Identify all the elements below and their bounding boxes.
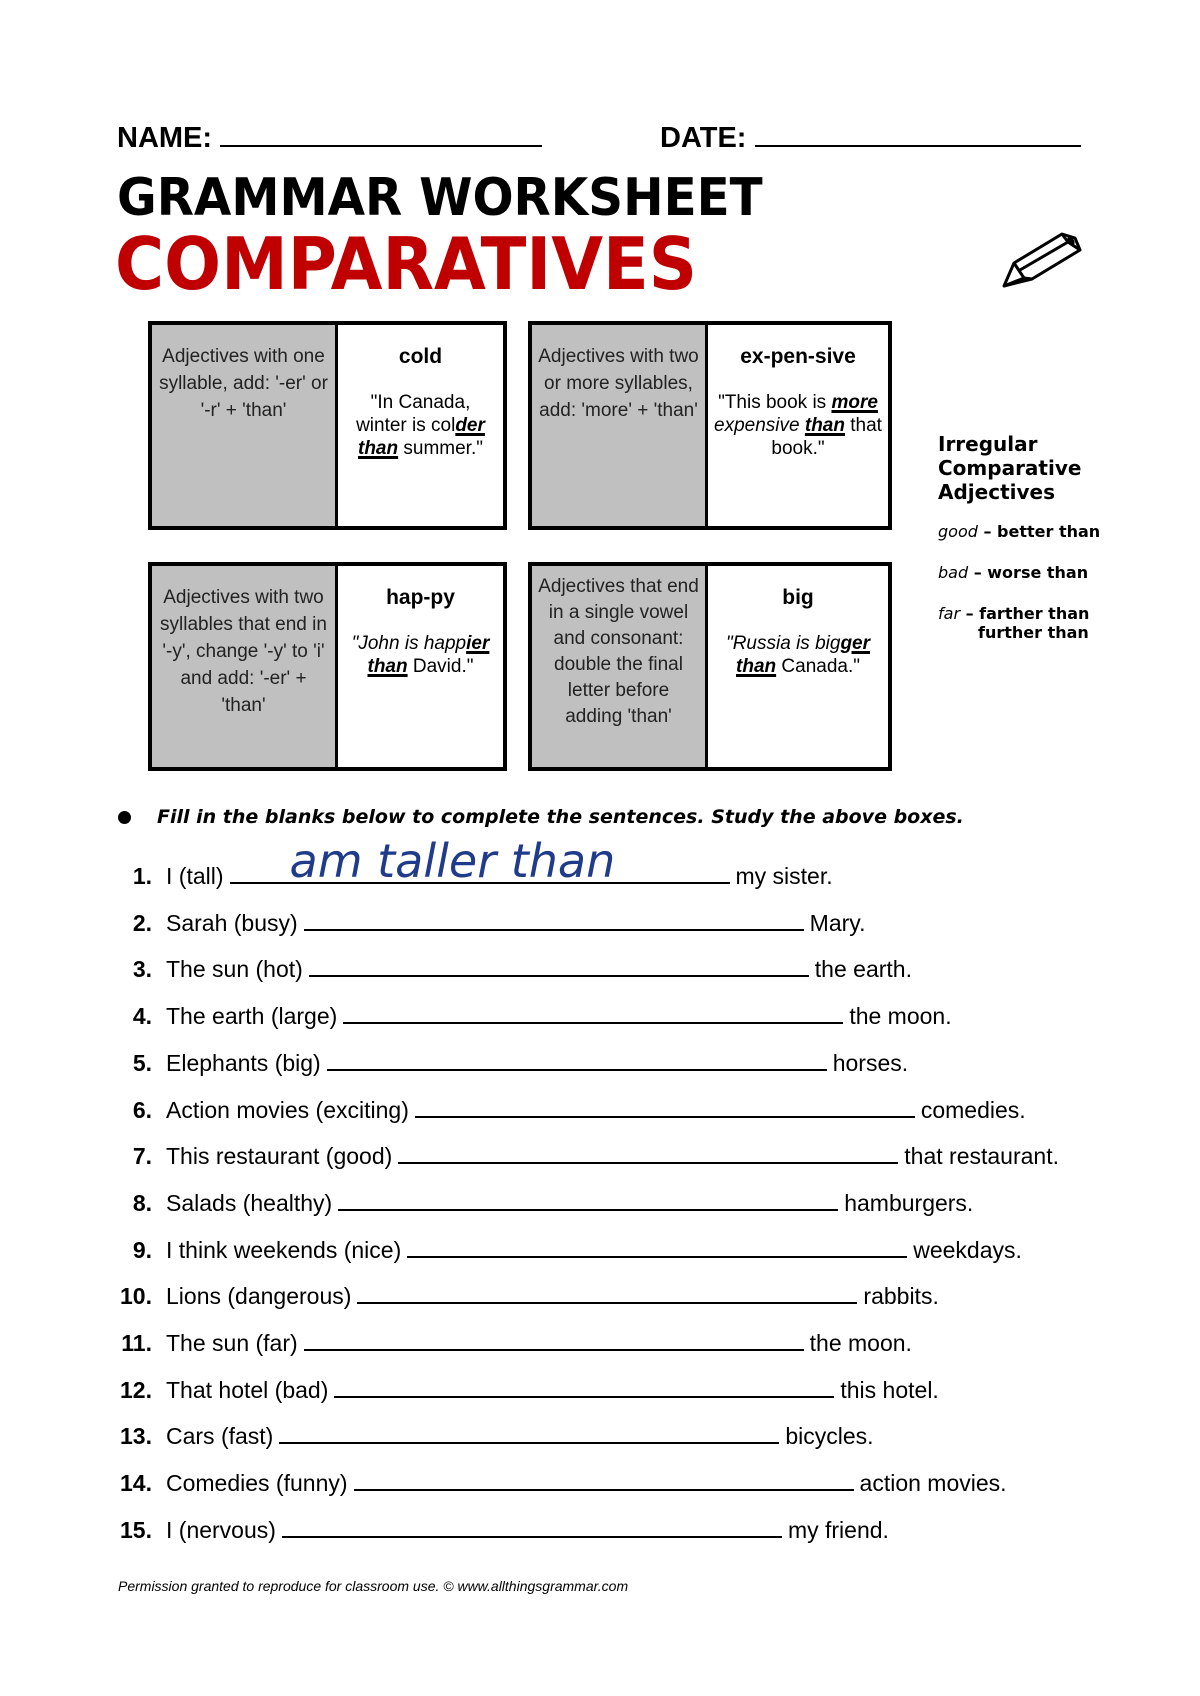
example-sentence: "In Canada, winter is colder than summer." <box>356 392 485 459</box>
example-word: cold <box>398 345 443 368</box>
item-prompt: This restaurant (good) <box>166 1143 393 1170</box>
item-prompt: The earth (large) <box>166 1003 338 1030</box>
item-number: 4. <box>132 1003 152 1030</box>
item-ending: hamburgers. <box>844 1189 974 1216</box>
exercise-item <box>100 1002 952 1030</box>
rule-text: Adjectives that end in a single vowel and consonant: double the final letter before adding 'than' <box>532 566 708 767</box>
item-prompt: Action movies (exciting) <box>166 1096 409 1123</box>
item-ending: this hotel. <box>840 1376 939 1403</box>
irregular-item-alt: further than <box>978 623 1089 642</box>
item-number: 2. <box>132 909 152 936</box>
example-word: ex-pen-sive <box>740 345 856 368</box>
exercise-item <box>100 1422 874 1450</box>
bullet-icon <box>118 811 131 824</box>
name-field[interactable] <box>117 122 542 155</box>
answer-blank[interactable] <box>343 1002 843 1024</box>
example <box>338 566 503 767</box>
rule-box-double-consonant <box>528 562 892 771</box>
item-prompt: Lions (dangerous) <box>166 1283 352 1310</box>
answer-blank[interactable] <box>304 1329 804 1351</box>
answer-blank[interactable] <box>309 955 809 977</box>
answer-blank[interactable] <box>338 1189 838 1211</box>
answer-blank[interactable] <box>327 1049 827 1071</box>
rule-box-one-syllable <box>148 321 507 530</box>
date-field[interactable] <box>660 122 1081 155</box>
answer-blank[interactable] <box>354 1469 854 1491</box>
item-number: 5. <box>132 1049 152 1076</box>
date-line[interactable] <box>755 145 1081 147</box>
item-prompt: Sarah (busy) <box>166 909 298 936</box>
answer-blank[interactable] <box>304 909 804 931</box>
example-word: hap-py <box>386 586 455 609</box>
item-prompt: I (nervous) <box>166 1516 276 1543</box>
item-ending: the moon. <box>849 1003 952 1030</box>
item-prompt: I (tall) <box>166 863 224 889</box>
name-label: NAME: <box>117 122 213 154</box>
item-ending: my friend. <box>787 1516 889 1543</box>
rule-text: Adjectives with two or more syllables, add: 'more' + 'than' <box>532 325 708 526</box>
example-sentence: "This book is more expensive than that book." <box>714 392 882 459</box>
exercise-item <box>100 1329 912 1357</box>
irregular-item: far – farther than <box>938 604 1090 623</box>
exercise-item <box>100 1516 889 1544</box>
item-prompt: Cars (fast) <box>166 1423 274 1450</box>
date-label: DATE: <box>660 122 747 154</box>
example-sentence: "John is happier than David." <box>351 633 490 677</box>
example <box>708 325 888 526</box>
item-number: 1. <box>132 863 152 889</box>
item-number: 14. <box>120 1470 152 1497</box>
exercise-item <box>100 1282 939 1310</box>
irregular-item: good – better than <box>938 522 1101 541</box>
rule-box-y-ending <box>148 562 507 771</box>
irregular-item: bad – worse than <box>938 563 1089 582</box>
exercise-item <box>100 834 833 890</box>
item-prompt: Comedies (funny) <box>166 1470 348 1497</box>
item-prompt: The sun (hot) <box>166 956 303 983</box>
answer-blank[interactable] <box>407 1236 907 1258</box>
item-ending: the moon. <box>809 1330 912 1356</box>
item-ending: rabbits. <box>863 1283 939 1310</box>
item-ending: that restaurant. <box>904 1143 1059 1170</box>
exercise-item <box>100 1236 1022 1264</box>
item-number: 8. <box>132 1189 152 1216</box>
example <box>338 325 503 526</box>
item-number: 15. <box>120 1516 152 1543</box>
item-ending: comedies. <box>920 1096 1026 1123</box>
irregular-title: Irregular Comparative Adjectives <box>938 432 1082 504</box>
item-prompt: The sun (far) <box>166 1330 298 1356</box>
item-number: 13. <box>120 1423 152 1450</box>
instructions: Fill in the blanks below to complete the sentences. Study the above boxes. <box>118 806 964 828</box>
example-word: big <box>782 586 814 609</box>
item-number: 9. <box>132 1236 152 1263</box>
rule-text: Adjectives with two syllables that end in '-y', change '-y' to 'i' and add: '-er' + 'than' <box>152 566 338 767</box>
item-prompt: Salads (healthy) <box>166 1189 333 1216</box>
item-number: 6. <box>132 1096 152 1123</box>
item-number: 11. <box>121 1330 152 1356</box>
item-number: 12. <box>120 1376 152 1403</box>
answer-blank[interactable] <box>415 1096 915 1118</box>
worksheet-subtitle: COMPARATIVES <box>115 222 698 306</box>
item-ending: horses. <box>832 1049 909 1076</box>
item-ending: my sister. <box>735 863 833 889</box>
item-ending: bicycles. <box>785 1423 874 1450</box>
item-prompt: Elephants (big) <box>166 1049 321 1076</box>
pencil-icon <box>1000 226 1085 292</box>
item-prompt: That hotel (bad) <box>166 1376 329 1403</box>
item-ending: weekdays. <box>913 1236 1022 1263</box>
item-number: 7. <box>132 1143 152 1170</box>
answer-blank[interactable] <box>334 1376 834 1398</box>
answer-blank[interactable] <box>279 1422 779 1444</box>
item-ending: action movies. <box>859 1470 1007 1497</box>
answer-blank[interactable] <box>398 1142 898 1164</box>
exercise-item <box>100 909 865 937</box>
rule-text: Adjectives with one syllable, add: '-er' or '-r' + 'than' <box>152 325 338 526</box>
exercise-item <box>100 1469 1007 1497</box>
exercise-item <box>100 1189 973 1217</box>
exercise-item <box>100 1376 939 1404</box>
worksheet-title: GRAMMAR WORKSHEET <box>117 168 763 228</box>
exercise-item <box>100 1049 908 1077</box>
item-prompt: I think weekends (nice) <box>166 1236 402 1263</box>
item-number: 10. <box>120 1283 152 1310</box>
item-ending: Mary. <box>809 909 866 936</box>
exercise-item <box>100 1142 1059 1170</box>
example <box>708 566 888 767</box>
item-ending: the earth. <box>814 956 912 983</box>
rule-box-multi-syllable <box>528 321 892 530</box>
footer-copyright: Permission granted to reproduce for classroom use. © www.allthingsgrammar.com <box>118 1578 629 1594</box>
handwritten-answer: am taller than <box>289 834 616 888</box>
item-number: 3. <box>132 956 152 983</box>
answer-blank[interactable] <box>282 1516 782 1538</box>
exercise-item <box>100 1096 1026 1124</box>
exercise-item <box>100 955 912 983</box>
name-line[interactable] <box>220 145 542 147</box>
example-sentence: "Russia is bigger than Canada." <box>725 633 871 677</box>
answer-blank[interactable] <box>357 1282 857 1304</box>
answer-blank[interactable] <box>230 834 730 888</box>
